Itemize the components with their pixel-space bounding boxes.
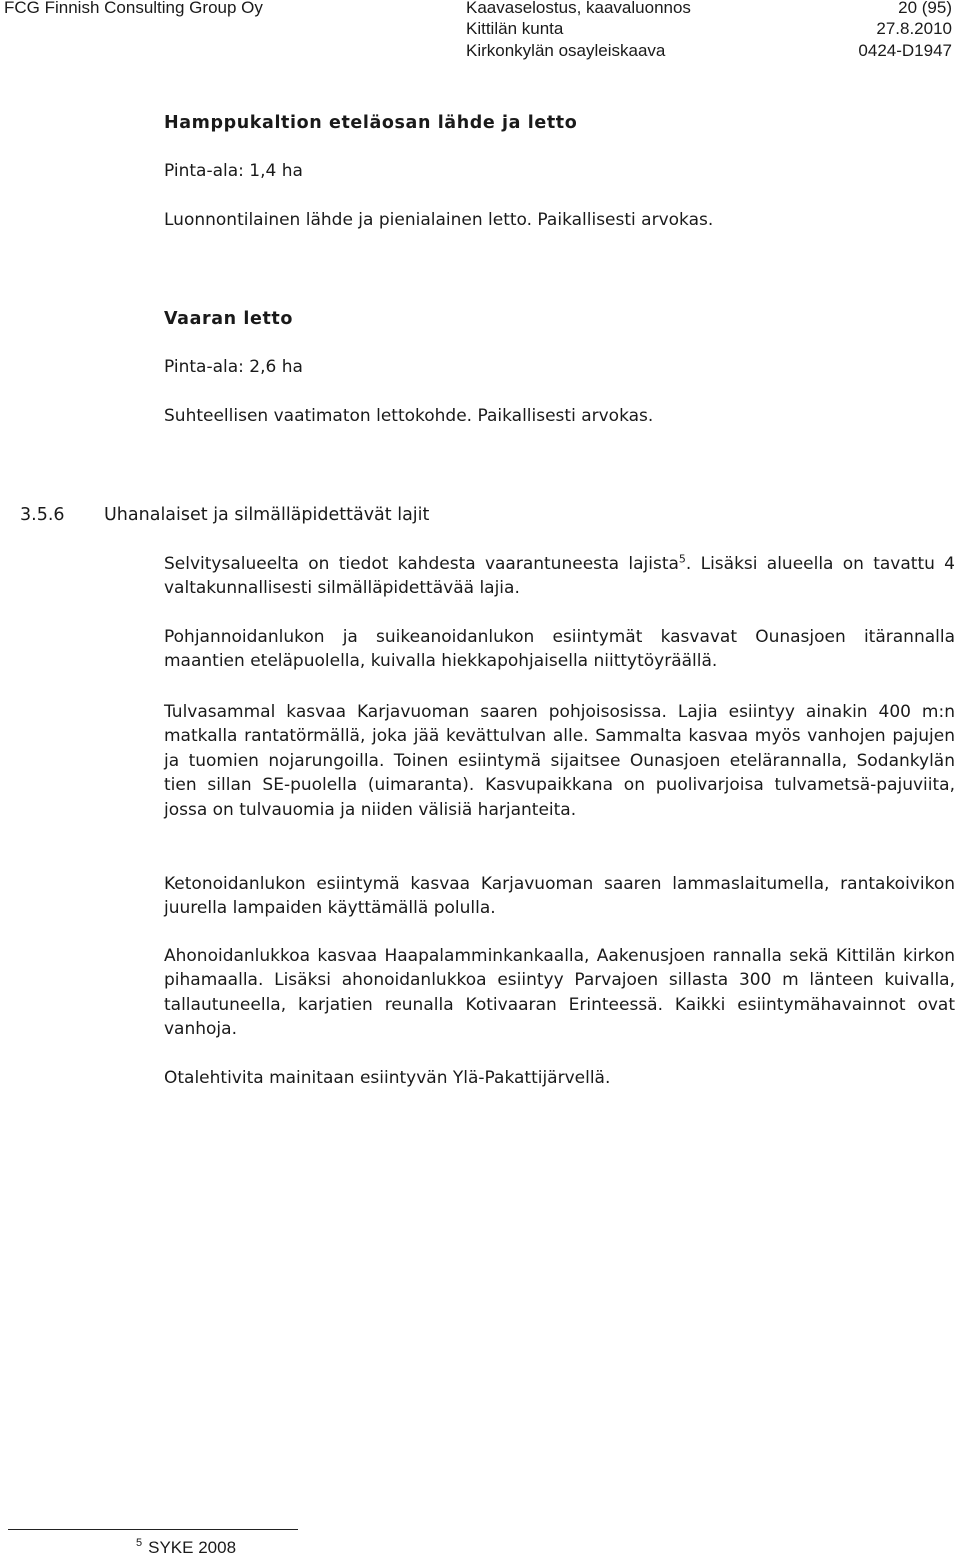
paragraph-6: Otalehtivita mainitaan esiintyvän Ylä-Pakattijärvellä. bbox=[164, 1068, 611, 1088]
footnote-text: SYKE 2008 bbox=[148, 1538, 237, 1557]
paragraph-1-start: Selvitysalueelta on tiedot kahdesta vaarantuneesta lajista bbox=[164, 554, 679, 574]
paragraph-1-end: . Lisäksi alueella on tavattu 4 valtakunnallisesti silmälläpidettävää lajia. bbox=[164, 554, 955, 599]
header-page-number: 20 (95) bbox=[898, 0, 952, 17]
header-plan-name: Kirkonkylän osayleiskaava bbox=[466, 41, 666, 60]
site1-title: Hamppukaltion eteläosan lähde ja letto bbox=[164, 113, 578, 133]
site2-title: Vaaran letto bbox=[164, 309, 294, 329]
paragraph-3: Tulvasammal kasvaa Karjavuoman saaren pohjoisosissa. Lajia esiintyy ainakin 400 m:n matkalla rantatörmällä, joka jää kevättulvan alle. Sammalta kasvaa myös vanhojen pajujen ja tuomien nojarungoilla. Toinen esiintymä sijaitsee Ounasjoen etelärannalla, Sodankylän tien sillan SE-puolella (uimaranta). Kasvupaikkana on puolivarjoisa tulvametsä-pajuviita, jossa on tulvauomia ja niiden välisiä harjanteita. bbox=[164, 702, 955, 820]
paragraph-1 bbox=[164, 552, 955, 601]
paragraph-2: Pohjannoidanlukon ja suikeanoidanlukon esiintymät kasvavat Ounasjoen itärannalla maantien eteläpuolella, kuivalla hiekkapohjaisella niittytöyräällä. bbox=[164, 627, 955, 672]
site2-area: Pinta-ala: 2,6 ha bbox=[164, 357, 303, 377]
paragraph-5: Ahonoidanlukkoa kasvaa Haapalamminkankaalla, Aakenusjoen rannalla sekä Kittilän kirkon pihamaalla. Lisäksi ahonoidanlukkoa esiintyy Parvajoen sillasta 300 m länteen kuivalla, tallautuneella, karjatien reunalla Kotivaaran Erinteessä. Kaikki esiintymähavainnot ovat vanhoja. bbox=[164, 946, 955, 1040]
footnote-mark: 5 bbox=[136, 1537, 143, 1550]
site1-area: Pinta-ala: 1,4 ha bbox=[164, 161, 303, 181]
section-heading bbox=[0, 503, 960, 529]
footnote-separator bbox=[8, 1529, 298, 1530]
header-date: 27.8.2010 bbox=[876, 19, 952, 38]
header-company: FCG Finnish Consulting Group Oy bbox=[4, 0, 263, 17]
header-doc-type: Kaavaselostus, kaavaluonnos bbox=[466, 0, 691, 17]
header-client: Kittilän kunta bbox=[466, 19, 564, 38]
site2-description: Suhteellisen vaatimaton lettokohde. Paikallisesti arvokas. bbox=[164, 406, 654, 426]
footnote bbox=[136, 1538, 236, 1558]
header-project-code: 0424-D1947 bbox=[858, 41, 952, 60]
paragraph-4: Ketonoidanlukon esiintymä kasvaa Karjavuoman saaren lammaslaitumella, rantakoivikon juurella lampaiden käyttämällä polulla. bbox=[164, 874, 955, 919]
site1-description: Luonnontilainen lähde ja pienialainen letto. Paikallisesti arvokas. bbox=[164, 210, 714, 230]
footnote-reference: 5 bbox=[678, 552, 686, 566]
section-number: 3.5.6 bbox=[20, 505, 65, 525]
section-title: Uhanalaiset ja silmälläpidettävät lajit bbox=[104, 505, 430, 525]
